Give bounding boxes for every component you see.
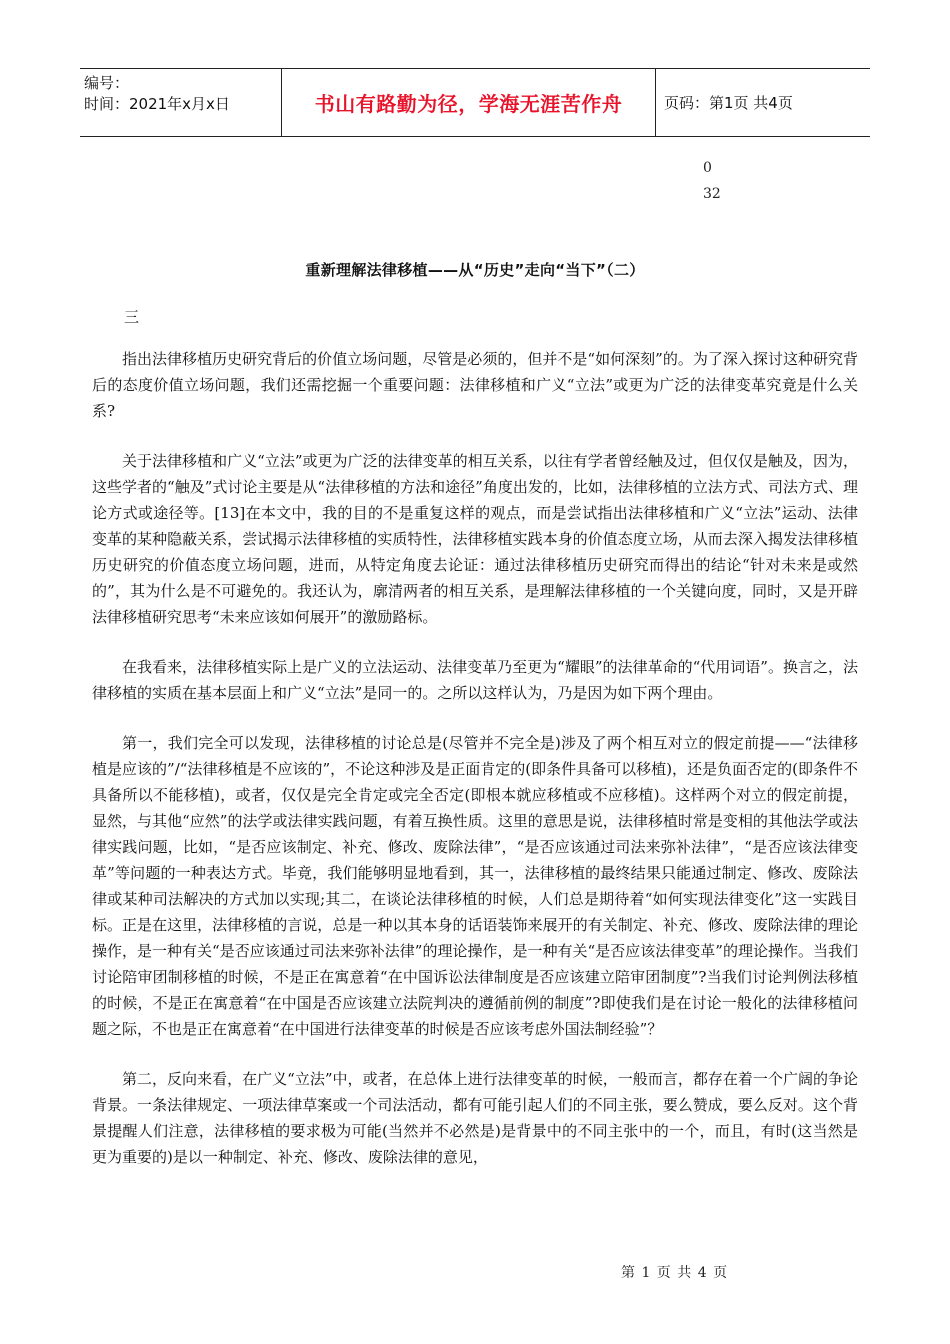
- page-footer: 第 1 页 共 4 页: [621, 1265, 729, 1281]
- page-header: [80, 68, 870, 137]
- number-label: 编号：: [84, 74, 130, 92]
- paragraph: 第二，反向来看，在广义“立法”中，或者，在总体上进行法律变革的时候，一般而言，都存在着一个广阔的争论背景。一条法律规定、一项法律草案或一个司法活动，都有可能引起人们的不同主张，要么赞成，要么反对。这个背景提醒人们注意，法律移植的要求极为可能(当然并不必然是)是背景中的不同主张中的一个，而且，有时(这当然是更为重要的)是以一种制定、补充、修改、废除法律的意见，: [92, 1070, 858, 1166]
- paragraph: 在我看来，法律移植实际上是广义的立法运动、法律变革乃至更为“耀眼”的法律革命的“代用词语”。换言之，法律移植的实质在基本层面上和广义“立法”是同一的。之所以这样认为，乃是因为如下两个理由。: [92, 658, 858, 702]
- stray-mark-1: 0: [703, 160, 712, 176]
- date-label: 时间：2021年x月x日: [84, 95, 230, 113]
- paragraph: 指出法律移植历史研究背后的价值立场问题，尽管是必须的，但并不是“如何深刻”的。为了深入探讨这种研究背后的态度价值立场问题，我们还需挖掘一个重要问题：法律移植和广义“立法”或更为广泛的法律变革究竟是什么关系?: [92, 350, 858, 420]
- header-motto: 书山有路勤为径，学海无涯苦作舟: [282, 69, 656, 136]
- document-title: 重新理解法律移植——从“历史”走向“当下”（二）: [305, 261, 645, 279]
- document-body: [92, 346, 858, 1194]
- paragraph: 关于法律移植和广义“立法”或更为广泛的法律变革的相互关系，以往有学者曾经触及过，但仅仅是触及，因为，这些学者的“触及”式讨论主要是从“法律移植的方法和途径”角度出发的，比如，法律移植的立法方式、司法方式、理论方式或途径等。[13]在本文中，我的目的不是重复这样的观点，而是尝试指出法律移植和广义“立法”运动、法律变革的某种隐蔽关系，尝试揭示法律移植的实质特性，法律移植实践本身的价值态度立场，从而去深入揭发法律移植历史研究的价值态度立场问题，进而，从特定角度去论证：通过法律移植历史研究而得出的结论“针对未来是或然的”，其为什么是不可避免的。我还认为，廓清两者的相互关系，是理解法律移植的一个关键向度，同时，又是开辟法律移植研究思考“未来应该如何展开”的激励路标。: [92, 452, 858, 626]
- section-number: 三: [124, 308, 140, 326]
- stray-mark-2: 32: [703, 186, 721, 202]
- header-page-label: 页码：第1页 共4页: [664, 94, 793, 112]
- header-meta: [80, 69, 282, 136]
- paragraph: 第一，我们完全可以发现，法律移植的讨论总是(尽管并不完全是)涉及了两个相互对立的假定前提——“法律移植是应该的”/“法律移植是不应该的”，不论这种涉及是正面肯定的(即条件具备可以移植)，还是负面否定的(即条件不具备所以不能移植)，或者，仅仅是完全肯定或完全否定(即根本就应移植或不应移植)。这样两个对立的假定前提，显然，与其他“应然”的法学或法律实践问题，有着互换性质。这里的意思是说，法律移植时常是变相的其他法学或法律实践问题，比如，“是否应该制定、补充、修改、废除法律”，“是否应该通过司法来弥补法律”，“是否应该法律变革”等问题的一种表达方式。毕竟，我们能够明显地看到，其一，法律移植的最终结果只能通过制定、修改、废除法律或某种司法解决的方式加以实现;其二，在谈论法律移植的时候，人们总是期待着“如何实现法律变化”这一实践目标。正是在这里，法律移植的言说，总是一种以其本身的话语装饰来展开的有关制定、补充、修改、废除法律的理论操作，是一种有关“是否应该通过司法来弥补法律”的理论操作，是一种有关“是否应该法律变革”的理论操作。当我们讨论陪审团制移植的时候，不是正在寓意着“在中国诉讼法律制度是否应该建立陪审团制度”?当我们讨论判例法移植的时候，不是正在寓意着“在中国是否应该建立法院判决的遵循前例的制度”?即使我们是在讨论一般化的法律移植问题之际，不也是正在寓意着“在中国进行法律变革的时候是否应该考虑外国法制经验”？: [92, 734, 858, 1038]
